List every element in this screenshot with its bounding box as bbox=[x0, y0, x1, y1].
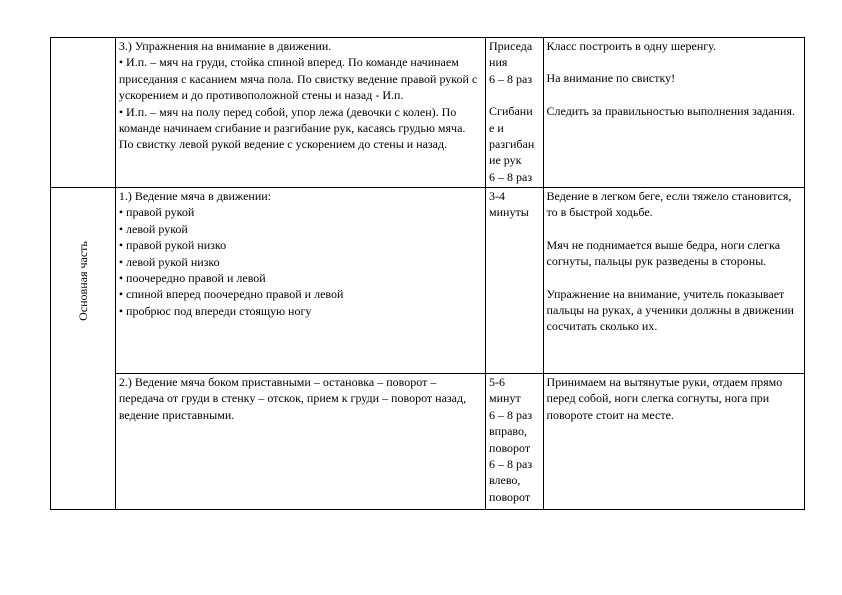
dosage-line: поворот bbox=[489, 489, 531, 504]
dosage-line: ния bbox=[489, 55, 508, 70]
dosage-line: Сгибани bbox=[489, 104, 533, 119]
list-item: • И.п. – мяч на груди, стойка спиной вперед. По команде начинаем приседания с касанием мяча пола. По свистку ведение правой рукой с ускорением и до противоположной стены и назад - И.п. bbox=[119, 54, 482, 103]
notes-cell bbox=[543, 374, 804, 510]
note-text: Упражнение на внимание, учитель показывает пальцы на руках, а ученики должны в движении сосчитать сколько их. bbox=[546, 286, 794, 334]
note-text: Ведение в легком беге, если тяжело становится, то в быстрой ходьбе. bbox=[546, 189, 792, 220]
list-item: • пробрюс под впереди стоящую ногу bbox=[119, 303, 482, 319]
note-gap bbox=[547, 221, 801, 237]
dosage-line: 3-4 bbox=[489, 189, 506, 203]
list-item: • левой рукой bbox=[119, 221, 482, 237]
notes-cell bbox=[543, 38, 804, 188]
dosage-line: 5-6 bbox=[489, 375, 506, 389]
note-text: Мяч не поднимается выше бедра, ноги слегка согнуты, пальцы рук разведены в стороны. bbox=[546, 237, 781, 269]
list-item: • правой рукой bbox=[119, 204, 482, 220]
list-item: • правой рукой низко bbox=[119, 237, 482, 253]
exercise-cell bbox=[115, 38, 485, 188]
note-gap bbox=[547, 87, 801, 103]
list-item: • И.п. – мяч на полу перед собой, упор лежа (девочки с колен). По команде начинаем сгибание и разгибание рук, касаясь грудью мяча. По свистку левой рукой ведение с ускорением до стены и назад. bbox=[119, 104, 482, 153]
dosage-line: 6 – 8 раз bbox=[489, 169, 533, 184]
section-label: Основная часть bbox=[75, 241, 90, 321]
dosage-line: влево, bbox=[489, 473, 521, 488]
dosage-line: поворот bbox=[489, 440, 531, 455]
section-cell bbox=[51, 38, 116, 188]
dosage-line: 6 – 8 раз bbox=[489, 407, 533, 422]
dosage-line: минуты bbox=[489, 205, 529, 220]
dosage-line: Приседа bbox=[489, 39, 533, 53]
note-gap bbox=[547, 270, 801, 286]
exercise-title: 3.) Упражнения на внимание в движении. bbox=[118, 39, 332, 53]
list-item: • спиной вперед поочередно правой и левой bbox=[119, 286, 482, 302]
table-row bbox=[51, 38, 805, 188]
dosage-cell bbox=[486, 188, 544, 374]
lesson-plan-table bbox=[50, 37, 805, 510]
table-row bbox=[51, 188, 805, 374]
exercise-list bbox=[119, 54, 482, 152]
note-text: Принимаем на вытянутые руки, отдаем прямо перед собой, ноги слегка согнуты, нога при повороте стоит на месте. bbox=[546, 375, 783, 422]
list-item: • поочередно правой и левой bbox=[119, 270, 482, 286]
notes-cell bbox=[543, 188, 804, 374]
dosage-line bbox=[489, 87, 540, 103]
list-item: • левой рукой низко bbox=[119, 254, 482, 270]
exercise-cell bbox=[115, 374, 485, 510]
table-row bbox=[51, 374, 805, 510]
note-text: Класс построить в одну шеренгу. bbox=[546, 39, 716, 53]
exercise-list bbox=[119, 204, 482, 319]
exercise-title: 1.) Ведение мяча в движении: bbox=[118, 189, 271, 203]
note-text: На внимание по свистку! bbox=[546, 71, 676, 86]
section-cell bbox=[51, 188, 116, 510]
dosage-line: 6 – 8 раз bbox=[489, 71, 533, 86]
exercise-cell bbox=[115, 188, 485, 374]
dosage-cell bbox=[486, 374, 544, 510]
dosage-cell bbox=[486, 38, 544, 188]
note-gap bbox=[547, 54, 801, 70]
dosage-line: 6 – 8 раз bbox=[489, 457, 533, 472]
dosage-line: минут bbox=[489, 391, 521, 406]
dosage-line: е и bbox=[489, 120, 504, 135]
exercise-title: 2.) Ведение мяча боком приставными – остановка – поворот – передача от груди в стенку – отскок, прием к груди – поворот назад, ведение приставными. bbox=[118, 375, 467, 422]
dosage-line: ие рук bbox=[489, 153, 522, 168]
dosage-line: вправо, bbox=[489, 424, 528, 439]
dosage-line: разгибан bbox=[489, 137, 535, 152]
note-text: Следить за правильностью выполнения задания. bbox=[546, 103, 795, 118]
